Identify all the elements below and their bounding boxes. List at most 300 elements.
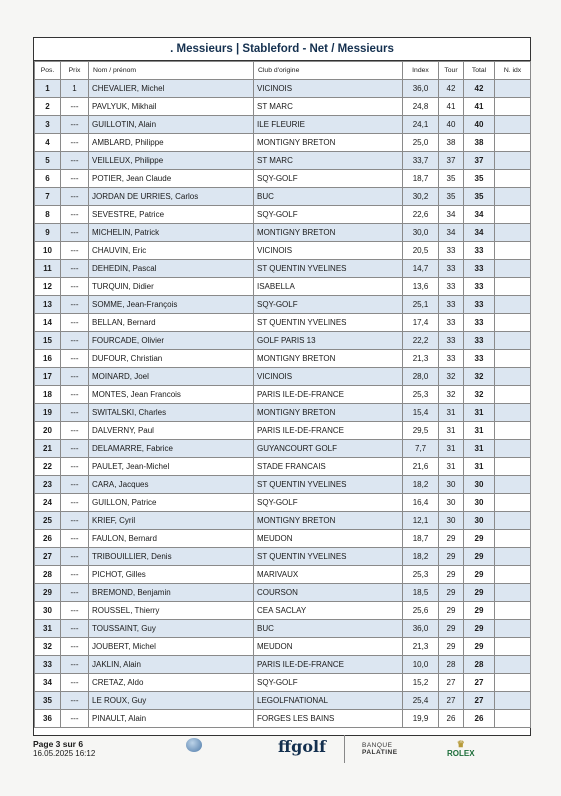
cell-nidx (495, 116, 531, 134)
cell-name: GUILLON, Patrice (89, 494, 254, 512)
cell-tour: 28 (439, 656, 464, 674)
cell-club: LEGOLFNATIONAL (254, 692, 403, 710)
table-row (35, 530, 531, 548)
cell-pos: 29 (35, 584, 61, 602)
cell-tour: 29 (439, 566, 464, 584)
cell-total: 28 (464, 656, 495, 674)
golf-ball-logo-icon (186, 738, 202, 752)
cell-total: 31 (464, 458, 495, 476)
cell-index: 22,6 (403, 206, 439, 224)
cell-club: ST QUENTIN YVELINES (254, 476, 403, 494)
cell-pos: 9 (35, 224, 61, 242)
cell-total: 33 (464, 260, 495, 278)
cell-club: ILE FLEURIE (254, 116, 403, 134)
col-pos: Pos. (35, 62, 61, 80)
rolex-text: ROLEX (447, 749, 475, 758)
cell-total: 31 (464, 404, 495, 422)
table-row (35, 602, 531, 620)
cell-tour: 33 (439, 278, 464, 296)
cell-pos: 27 (35, 548, 61, 566)
cell-club: COURSON (254, 584, 403, 602)
cell-pos: 20 (35, 422, 61, 440)
cell-pos: 16 (35, 350, 61, 368)
cell-prix: --- (61, 620, 89, 638)
cell-name: KRIEF, Cyril (89, 512, 254, 530)
cell-nidx (495, 278, 531, 296)
cell-total: 30 (464, 512, 495, 530)
cell-pos: 24 (35, 494, 61, 512)
cell-prix: --- (61, 638, 89, 656)
cell-nidx (495, 566, 531, 584)
cell-name: DUFOUR, Christian (89, 350, 254, 368)
cell-index: 24,1 (403, 116, 439, 134)
cell-tour: 35 (439, 188, 464, 206)
cell-index: 25,3 (403, 386, 439, 404)
cell-tour: 38 (439, 134, 464, 152)
cell-prix: --- (61, 296, 89, 314)
cell-prix: --- (61, 422, 89, 440)
cell-prix: --- (61, 98, 89, 116)
cell-index: 29,5 (403, 422, 439, 440)
col-club: Club d'origine (254, 62, 403, 80)
cell-tour: 30 (439, 476, 464, 494)
cell-index: 24,8 (403, 98, 439, 116)
cell-name: MONTES, Jean Francois (89, 386, 254, 404)
cell-club: ST MARC (254, 98, 403, 116)
cell-nidx (495, 692, 531, 710)
cell-pos: 18 (35, 386, 61, 404)
cell-index: 25,3 (403, 566, 439, 584)
cell-total: 29 (464, 530, 495, 548)
table-row (35, 350, 531, 368)
cell-club: MONTIGNY BRETON (254, 224, 403, 242)
cell-club: MEUDON (254, 530, 403, 548)
cell-index: 18,7 (403, 170, 439, 188)
col-name: Nom / prénom (89, 62, 254, 80)
cell-index: 36,0 (403, 80, 439, 98)
table-header-row (35, 62, 531, 80)
cell-name: CHEVALIER, Michel (89, 80, 254, 98)
cell-total: 29 (464, 602, 495, 620)
cell-club: MONTIGNY BRETON (254, 404, 403, 422)
table-row (35, 242, 531, 260)
cell-nidx (495, 152, 531, 170)
cell-club: CEA SACLAY (254, 602, 403, 620)
cell-name: AMBLARD, Philippe (89, 134, 254, 152)
cell-total: 40 (464, 116, 495, 134)
cell-prix: --- (61, 170, 89, 188)
cell-nidx (495, 674, 531, 692)
table-row (35, 404, 531, 422)
table-row (35, 332, 531, 350)
cell-index: 25,6 (403, 602, 439, 620)
cell-name: PAVLYUK, Mikhail (89, 98, 254, 116)
cell-name: MICHELIN, Patrick (89, 224, 254, 242)
logo-divider (344, 735, 345, 763)
title-text: Messieurs | Stableford - Net / Messieurs (176, 43, 394, 55)
cell-total: 32 (464, 368, 495, 386)
cell-name: JOUBERT, Michel (89, 638, 254, 656)
col-nidx: N. idx (495, 62, 531, 80)
cell-tour: 29 (439, 548, 464, 566)
cell-index: 22,2 (403, 332, 439, 350)
cell-nidx (495, 584, 531, 602)
cell-pos: 21 (35, 440, 61, 458)
table-row (35, 80, 531, 98)
table-row (35, 314, 531, 332)
col-total: Total (464, 62, 495, 80)
cell-total: 35 (464, 170, 495, 188)
cell-prix: --- (61, 440, 89, 458)
cell-nidx (495, 350, 531, 368)
table-row (35, 116, 531, 134)
cell-nidx (495, 188, 531, 206)
cell-name: ROUSSEL, Thierry (89, 602, 254, 620)
cell-tour: 33 (439, 314, 464, 332)
cell-pos: 22 (35, 458, 61, 476)
cell-total: 33 (464, 314, 495, 332)
table-row (35, 368, 531, 386)
cell-name: FOURCADE, Olivier (89, 332, 254, 350)
cell-club: MONTIGNY BRETON (254, 350, 403, 368)
bank-line2: PALATINE (362, 749, 398, 756)
page-number: Page 3 sur 6 (33, 739, 84, 749)
cell-nidx (495, 314, 531, 332)
cell-name: CARA, Jacques (89, 476, 254, 494)
cell-prix: --- (61, 350, 89, 368)
cell-total: 41 (464, 98, 495, 116)
cell-club: GUYANCOURT GOLF (254, 440, 403, 458)
cell-name: VEILLEUX, Philippe (89, 152, 254, 170)
cell-nidx (495, 602, 531, 620)
cell-name: SWITALSKI, Charles (89, 404, 254, 422)
cell-total: 37 (464, 152, 495, 170)
cell-tour: 33 (439, 260, 464, 278)
cell-prix: --- (61, 386, 89, 404)
cell-club: VICINOIS (254, 242, 403, 260)
cell-prix: --- (61, 188, 89, 206)
cell-total: 31 (464, 440, 495, 458)
cell-nidx (495, 98, 531, 116)
cell-total: 33 (464, 296, 495, 314)
cell-tour: 32 (439, 368, 464, 386)
cell-tour: 33 (439, 242, 464, 260)
cell-pos: 17 (35, 368, 61, 386)
cell-tour: 31 (439, 440, 464, 458)
cell-prix: --- (61, 206, 89, 224)
table-row (35, 566, 531, 584)
cell-pos: 25 (35, 512, 61, 530)
cell-index: 36,0 (403, 620, 439, 638)
cell-index: 28,0 (403, 368, 439, 386)
cell-index: 21,3 (403, 350, 439, 368)
cell-name: MOINARD, Joel (89, 368, 254, 386)
table-row (35, 494, 531, 512)
cell-tour: 26 (439, 710, 464, 728)
cell-tour: 33 (439, 296, 464, 314)
cell-index: 18,7 (403, 530, 439, 548)
cell-total: 34 (464, 224, 495, 242)
cell-index: 17,4 (403, 314, 439, 332)
cell-pos: 31 (35, 620, 61, 638)
cell-total: 29 (464, 638, 495, 656)
cell-nidx (495, 296, 531, 314)
table-row (35, 548, 531, 566)
print-datetime: 16.05.2025 16:12 (33, 749, 96, 758)
cell-total: 33 (464, 278, 495, 296)
cell-club: MARIVAUX (254, 566, 403, 584)
cell-index: 15,4 (403, 404, 439, 422)
cell-club: ST MARC (254, 152, 403, 170)
cell-index: 12,1 (403, 512, 439, 530)
cell-prix: --- (61, 278, 89, 296)
cell-pos: 28 (35, 566, 61, 584)
cell-prix: --- (61, 566, 89, 584)
cell-pos: 1 (35, 80, 61, 98)
cell-pos: 13 (35, 296, 61, 314)
cell-club: SQY-GOLF (254, 494, 403, 512)
cell-tour: 31 (439, 422, 464, 440)
cell-tour: 30 (439, 512, 464, 530)
cell-name: GUILLOTIN, Alain (89, 116, 254, 134)
cell-total: 35 (464, 188, 495, 206)
cell-index: 7,7 (403, 440, 439, 458)
cell-name: DALVERNY, Paul (89, 422, 254, 440)
cell-club: ST QUENTIN YVELINES (254, 314, 403, 332)
cell-prix: --- (61, 602, 89, 620)
cell-prix: --- (61, 242, 89, 260)
cell-nidx (495, 134, 531, 152)
cell-tour: 29 (439, 620, 464, 638)
cell-pos: 5 (35, 152, 61, 170)
cell-nidx (495, 206, 531, 224)
cell-prix: --- (61, 332, 89, 350)
cell-club: MEUDON (254, 638, 403, 656)
cell-tour: 29 (439, 602, 464, 620)
cell-nidx (495, 332, 531, 350)
crown-icon: ♛ (456, 739, 465, 749)
cell-index: 18,5 (403, 584, 439, 602)
col-tour: Tour (439, 62, 464, 80)
cell-nidx (495, 638, 531, 656)
ffgolf-logo: ffgolf (278, 737, 326, 756)
cell-nidx (495, 494, 531, 512)
cell-club: VICINOIS (254, 80, 403, 98)
cell-prix: --- (61, 710, 89, 728)
table-row (35, 206, 531, 224)
rolex-logo (447, 740, 475, 758)
cell-club: FORGES LES BAINS (254, 710, 403, 728)
table-row (35, 188, 531, 206)
cell-pos: 7 (35, 188, 61, 206)
cell-name: PICHOT, Gilles (89, 566, 254, 584)
cell-pos: 34 (35, 674, 61, 692)
cell-nidx (495, 710, 531, 728)
cell-nidx (495, 170, 531, 188)
cell-index: 10,0 (403, 656, 439, 674)
cell-pos: 6 (35, 170, 61, 188)
table-row (35, 512, 531, 530)
cell-pos: 19 (35, 404, 61, 422)
cell-prix: --- (61, 404, 89, 422)
cell-pos: 3 (35, 116, 61, 134)
cell-total: 33 (464, 332, 495, 350)
cell-total: 32 (464, 386, 495, 404)
cell-club: BUC (254, 620, 403, 638)
cell-index: 25,0 (403, 134, 439, 152)
cell-club: SQY-GOLF (254, 206, 403, 224)
table-row (35, 620, 531, 638)
cell-name: JAKLIN, Alain (89, 656, 254, 674)
cell-tour: 33 (439, 332, 464, 350)
cell-name: DEHEDIN, Pascal (89, 260, 254, 278)
cell-nidx (495, 476, 531, 494)
cell-name: BELLAN, Bernard (89, 314, 254, 332)
cell-nidx (495, 512, 531, 530)
cell-nidx (495, 548, 531, 566)
banque-palatine-logo (362, 742, 398, 756)
cell-tour: 33 (439, 350, 464, 368)
cell-prix: --- (61, 458, 89, 476)
cell-index: 15,2 (403, 674, 439, 692)
cell-name: TOUSSAINT, Guy (89, 620, 254, 638)
cell-tour: 27 (439, 692, 464, 710)
table-row (35, 458, 531, 476)
cell-index: 19,9 (403, 710, 439, 728)
cell-prix: --- (61, 134, 89, 152)
cell-club: BUC (254, 188, 403, 206)
cell-tour: 29 (439, 638, 464, 656)
cell-index: 18,2 (403, 548, 439, 566)
cell-name: SEVESTRE, Patrice (89, 206, 254, 224)
cell-tour: 37 (439, 152, 464, 170)
cell-name: SOMME, Jean-François (89, 296, 254, 314)
results-frame (33, 37, 531, 736)
cell-pos: 33 (35, 656, 61, 674)
table-row (35, 692, 531, 710)
table-row (35, 638, 531, 656)
cell-pos: 26 (35, 530, 61, 548)
cell-nidx (495, 620, 531, 638)
cell-prix: --- (61, 512, 89, 530)
cell-tour: 41 (439, 98, 464, 116)
cell-pos: 30 (35, 602, 61, 620)
cell-total: 30 (464, 494, 495, 512)
page-title (34, 38, 530, 61)
cell-prix: --- (61, 656, 89, 674)
cell-nidx (495, 80, 531, 98)
cell-prix: --- (61, 548, 89, 566)
cell-name: LE ROUX, Guy (89, 692, 254, 710)
cell-index: 20,5 (403, 242, 439, 260)
cell-prix: 1 (61, 80, 89, 98)
col-index: Index (403, 62, 439, 80)
cell-index: 16,4 (403, 494, 439, 512)
cell-name: TRIBOUILLIER, Denis (89, 548, 254, 566)
cell-nidx (495, 368, 531, 386)
cell-tour: 34 (439, 206, 464, 224)
cell-tour: 35 (439, 170, 464, 188)
cell-index: 30,2 (403, 188, 439, 206)
cell-tour: 29 (439, 584, 464, 602)
cell-total: 29 (464, 548, 495, 566)
table-row (35, 440, 531, 458)
cell-tour: 32 (439, 386, 464, 404)
cell-name: JORDAN DE URRIES, Carlos (89, 188, 254, 206)
cell-nidx (495, 458, 531, 476)
cell-nidx (495, 260, 531, 278)
cell-name: CRETAZ, Aldo (89, 674, 254, 692)
cell-index: 13,6 (403, 278, 439, 296)
cell-index: 25,4 (403, 692, 439, 710)
cell-club: MONTIGNY BRETON (254, 134, 403, 152)
table-row (35, 98, 531, 116)
cell-index: 14,7 (403, 260, 439, 278)
table-row (35, 476, 531, 494)
cell-tour: 31 (439, 404, 464, 422)
cell-pos: 12 (35, 278, 61, 296)
cell-name: DELAMARRE, Fabrice (89, 440, 254, 458)
table-row (35, 422, 531, 440)
table-row (35, 278, 531, 296)
cell-pos: 2 (35, 98, 61, 116)
cell-nidx (495, 224, 531, 242)
cell-prix: --- (61, 674, 89, 692)
cell-tour: 34 (439, 224, 464, 242)
cell-prix: --- (61, 368, 89, 386)
cell-tour: 27 (439, 674, 464, 692)
cell-pos: 14 (35, 314, 61, 332)
cell-index: 21,3 (403, 638, 439, 656)
cell-pos: 36 (35, 710, 61, 728)
cell-total: 27 (464, 674, 495, 692)
cell-name: TURQUIN, Didier (89, 278, 254, 296)
cell-club: MONTIGNY BRETON (254, 512, 403, 530)
cell-total: 29 (464, 584, 495, 602)
cell-prix: --- (61, 584, 89, 602)
cell-index: 18,2 (403, 476, 439, 494)
cell-nidx (495, 404, 531, 422)
table-row (35, 152, 531, 170)
cell-tour: 42 (439, 80, 464, 98)
cell-total: 31 (464, 422, 495, 440)
cell-club: VICINOIS (254, 368, 403, 386)
cell-nidx (495, 422, 531, 440)
cell-pos: 32 (35, 638, 61, 656)
table-row (35, 224, 531, 242)
cell-pos: 15 (35, 332, 61, 350)
cell-prix: --- (61, 494, 89, 512)
cell-name: POTIER, Jean Claude (89, 170, 254, 188)
cell-name: FAULON, Bernard (89, 530, 254, 548)
table-row (35, 296, 531, 314)
cell-club: SQY-GOLF (254, 296, 403, 314)
cell-total: 29 (464, 566, 495, 584)
cell-name: BREMOND, Benjamin (89, 584, 254, 602)
table-row (35, 656, 531, 674)
cell-name: CHAUVIN, Eric (89, 242, 254, 260)
cell-tour: 31 (439, 458, 464, 476)
cell-prix: --- (61, 152, 89, 170)
cell-tour: 30 (439, 494, 464, 512)
cell-prix: --- (61, 530, 89, 548)
cell-nidx (495, 656, 531, 674)
table-row (35, 674, 531, 692)
cell-club: SQY-GOLF (254, 674, 403, 692)
cell-pos: 35 (35, 692, 61, 710)
cell-club: ST QUENTIN YVELINES (254, 260, 403, 278)
table-row (35, 260, 531, 278)
